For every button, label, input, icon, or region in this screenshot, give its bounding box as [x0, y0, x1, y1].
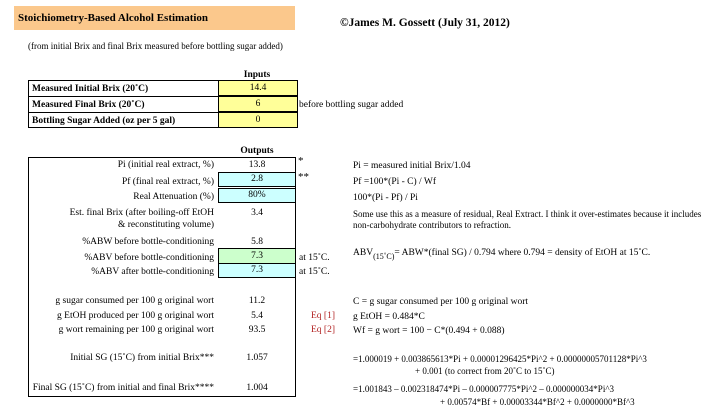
- abv-formula-rest: = ABW*(final SG) / 0.794 where 0.794 = density of EtOH at 15˚C.: [394, 248, 651, 258]
- pi-description: Pi = measured initial Brix/1.04: [353, 161, 471, 171]
- etoh-produced-description: g EtOH = 0.484*C: [353, 312, 425, 322]
- pf-label: Pf (final real extract, %): [121, 177, 214, 187]
- est-final-brix-value: 3.4: [251, 208, 263, 218]
- abv-after-temp: at 15˚C.: [299, 267, 330, 277]
- input-label-final-brix: Measured Final Brix (20˚C): [32, 100, 145, 110]
- input-label-initial-brix: Measured Initial Brix (20˚C): [32, 84, 149, 94]
- eq1-label: Eq [1]: [311, 311, 336, 321]
- pi-label: Pi (initial real extract, %): [117, 160, 214, 170]
- copyright: ©James M. Gossett (July 31, 2012): [340, 17, 510, 29]
- initial-sg-value: 1.057: [246, 353, 268, 363]
- bottling-sugar-input[interactable]: 0: [218, 112, 298, 128]
- inputs-heading: Inputs: [243, 70, 271, 80]
- etoh-produced-value: 5.4: [251, 311, 263, 321]
- real-attenuation-label: Real Attenuation (%): [133, 192, 214, 202]
- est-final-brix-description-line2: non-carbohydrate contributors to refraction.: [353, 220, 511, 230]
- etoh-produced-label: g EtOH produced per 100 g original wort: [57, 311, 214, 321]
- abw-label: %ABW before bottle-conditioning: [82, 237, 214, 247]
- sugar-consumed-label: g sugar consumed per 100 g original wort: [55, 296, 214, 306]
- initial-brix-input[interactable]: 14.4: [218, 80, 298, 96]
- pf-footnote-mark: **: [298, 171, 309, 183]
- est-final-brix-description-line1: Some use this as a measure of residual, Real Extract. I think it over-estimates because it includes: [353, 209, 702, 219]
- pf-description: Pf =100*(Pi - C) / Wf: [353, 177, 437, 187]
- abv-before-label: %ABV before bottle-conditioning: [84, 253, 214, 263]
- final-sg-value: 1.004: [246, 383, 268, 393]
- final-sg-label: Final SG (15˚C) from initial and final Brix****: [32, 383, 214, 393]
- initial-sg-formula-line1: =1.000019 + 0.003865613*Pi + 0.00001296425*Pi^2 + 0.00000005701128*Pi^3: [353, 354, 647, 364]
- sugar-consumed-description: C = g sugar consumed per 100 g original wort: [353, 297, 529, 307]
- pf-value: 2.8: [218, 172, 296, 187]
- abv-before-temp: at 15˚C.: [299, 253, 330, 263]
- abv-formula-abv: ABV: [353, 248, 374, 258]
- real-attenuation-description: 100*(Pi - Pf) / Pi: [353, 193, 418, 203]
- abw-value: 5.8: [251, 237, 263, 247]
- est-final-brix-label-line2: & reconstituting volume): [117, 220, 214, 230]
- title-banner: Stoichiometry-Based Alcohol Estimation: [14, 6, 295, 30]
- abv-formula-subscript: (15˚C): [373, 252, 395, 261]
- pi-value: 13.8: [248, 160, 266, 170]
- real-attenuation-value: 80%: [218, 188, 296, 203]
- wort-remaining-description: Wf = g wort = 100 − C*(0.494 + 0.088): [353, 326, 505, 336]
- input-label-bottling-sugar: Bottling Sugar Added (oz per 5 gal): [32, 116, 176, 126]
- abv-before-value: 7.3: [218, 248, 296, 264]
- initial-sg-label: Initial SG (15˚C) from initial Brix***: [70, 353, 214, 363]
- subtitle: (from initial Brix and final Brix measured before bottling sugar added): [28, 41, 283, 51]
- final-brix-note: before bottling sugar added: [299, 100, 404, 110]
- abv-after-value: 7.3: [218, 263, 296, 278]
- pi-footnote-mark: *: [298, 155, 304, 167]
- wort-remaining-label: g wort remaining per 100 g original wort: [58, 325, 214, 335]
- final-sg-formula-line2: + 0.00574*Bf + 0.00003344*Bf^2 + 0.0000000*Bf^3: [440, 397, 635, 407]
- abv-formula: [353, 247, 650, 259]
- wort-remaining-value: 93.5: [248, 325, 266, 335]
- sugar-consumed-value: 11.2: [248, 296, 266, 306]
- final-brix-input[interactable]: 6: [218, 96, 298, 112]
- eq2-label: Eq [2]: [311, 325, 336, 335]
- initial-sg-formula-line2: + 0.001 (to correct from 20˚C to 15˚C): [415, 366, 555, 376]
- final-sg-formula-line1: =1.001843 – 0.002318474*Pi – 0.000007775*Pi^2 – 0.000000034*Pi^3: [353, 384, 615, 394]
- outputs-heading: Outputs: [240, 146, 274, 156]
- abv-after-label: %ABV after bottle-conditioning: [91, 267, 214, 277]
- est-final-brix-label-line1: Est. final Brix (after boiling-off EtOH: [69, 208, 214, 218]
